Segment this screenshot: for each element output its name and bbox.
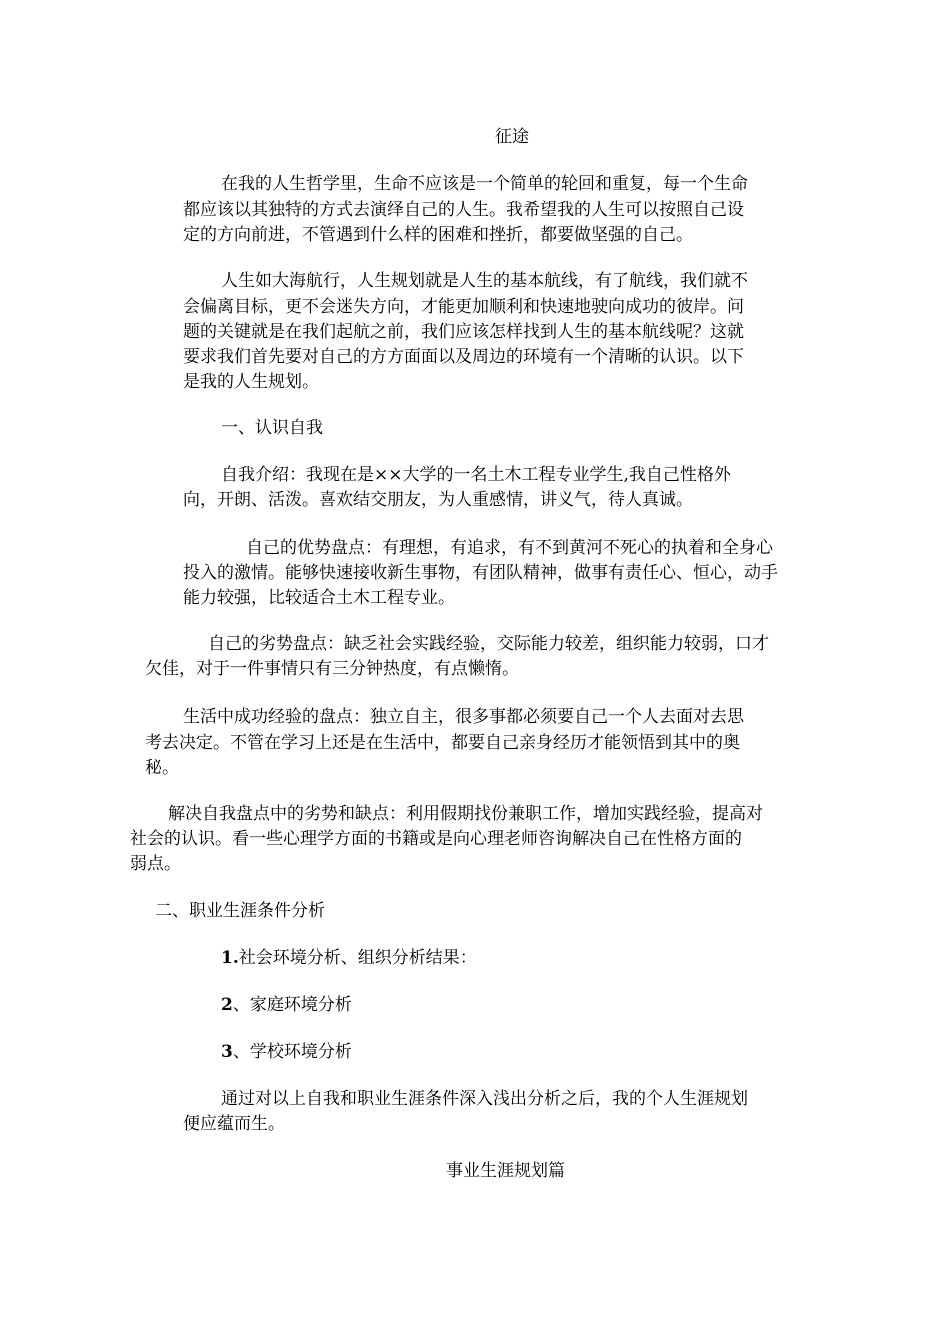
list-item xyxy=(221,1040,352,1064)
text-line: 自我介绍：我现在是××大学的一名土木工程专业学生,我自己性格外 xyxy=(221,465,731,485)
text-line: 人生如大海航行，人生规划就是人生的基本航线，有了航线，我们就不 xyxy=(221,271,748,291)
text-line: 能力较强，比较适合土木工程专业。 xyxy=(183,588,455,608)
section-heading-self: 一、认识自我 xyxy=(221,418,323,438)
text-line: 社会的认识。看一些心理学方面的书籍或是向心理老师咨询解决自己在性格方面的 xyxy=(130,829,742,849)
text-line: 考去决定。不管在学习上还是在生活中，都要自己亲身经历才能领悟到其中的奥 xyxy=(145,733,740,753)
item-number: 2 xyxy=(221,995,233,1015)
section-heading-footer: 事业生涯规划篇 xyxy=(446,1161,565,1181)
text-line: 生活中成功经验的盘点：独立自主，很多事都必须要自己一个人去面对去思 xyxy=(183,707,744,727)
text-line: 在我的人生哲学里，生命不应该是一个简单的轮回和重复，每一个生命 xyxy=(221,174,748,194)
text-line: 定的方向前进，不管遇到什么样的困难和挫折，都要做坚强的自己。 xyxy=(183,225,693,245)
list-item xyxy=(221,946,477,970)
text-line: 向，开朗、活泼。喜欢结交朋友，为人重感情，讲义气，待人真诚。 xyxy=(183,490,693,510)
text-line: 自己的优势盘点：有理想，有追求，有不到黄河不死心的执着和全身心 xyxy=(246,538,773,558)
item-text: 社会环境分析、组织分析结果： xyxy=(238,948,477,968)
item-text: 、学校环境分析 xyxy=(232,1042,352,1062)
text-line: 弱点。 xyxy=(130,854,181,874)
text-line: 都应该以其独特的方式去演绎自己的人生。我希望我的人生可以按照自己设 xyxy=(183,200,744,220)
text-line: 是我的人生规划。 xyxy=(183,372,319,392)
document-title: 征途 xyxy=(495,127,529,147)
text-line: 便应蕴而生。 xyxy=(183,1114,285,1134)
text-line: 解决自我盘点中的劣势和缺点：利用假期找份兼职工作，增加实践经验，提高对 xyxy=(168,804,763,824)
text-line: 秘。 xyxy=(145,758,179,778)
text-line: 会偏离目标，更不会迷失方向，才能更加顺利和快速地驶向成功的彼岸。问 xyxy=(183,297,744,317)
item-number: 3 xyxy=(221,1042,233,1062)
text-line: 投入的激情。能够快速接收新生事物，有团队精神，做事有责任心、恒心，动手 xyxy=(183,563,778,583)
text-line: 自己的劣势盘点：缺乏社会实践经验，交际能力较差，组织能力较弱，口才 xyxy=(208,634,769,654)
text-line: 题的关键就是在我们起航之前，我们应该怎样找到人生的基本航线呢？这就 xyxy=(183,322,744,342)
list-item xyxy=(221,993,352,1017)
item-number: 1. xyxy=(221,948,239,968)
text-line: 要求我们首先要对自己的方方面面以及周边的环境有一个清晰的认识。以下 xyxy=(183,347,744,367)
text-line: 欠佳，对于一件事情只有三分钟热度，有点懒惰。 xyxy=(145,659,519,679)
text-line: 通过对以上自我和职业生涯条件深入浅出分析之后，我的个人生涯规划 xyxy=(221,1089,748,1109)
item-text: 、家庭环境分析 xyxy=(232,995,352,1015)
section-heading-career: 二、职业生涯条件分析 xyxy=(155,901,325,921)
